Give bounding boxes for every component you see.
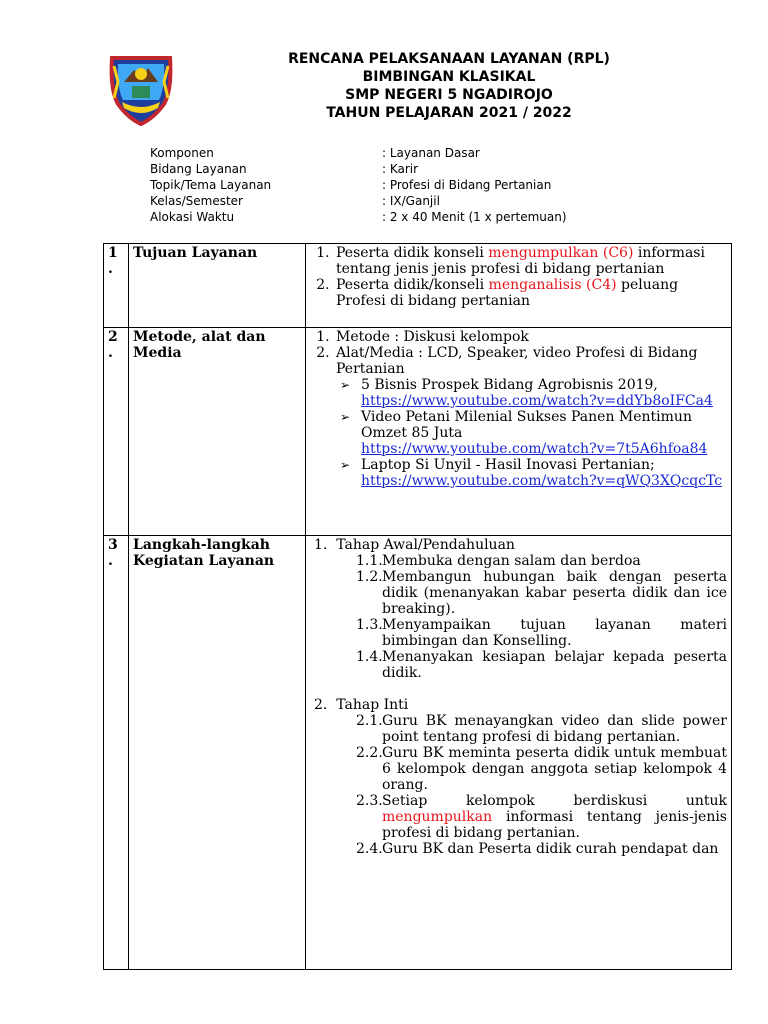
sub-step: 1.4. Menanyakan kesiapan belajar kepada peserta didik. (356, 649, 727, 681)
meta-value: : Karir (382, 162, 419, 176)
sub-step: 2.2. Guru BK meminta peserta didik untuk membuat 6 kelompok dengan anggota setiap kelompok 4 orang. (356, 745, 727, 793)
table-row-langkah (104, 536, 732, 970)
tahap-inti: 2. Tahap Inti (314, 697, 409, 713)
header-year: TAHUN PELAJARAN 2021 / 2022 (326, 105, 572, 121)
meta-value: : IX/Ganjil (382, 194, 440, 208)
meta-row (150, 177, 670, 193)
row-content (306, 328, 732, 536)
video-item: ➢ Laptop Si Unyil - Hasil Inovasi Pertanian; https://www.youtube.com/watch?v=qWQ3XQcqcTc (340, 457, 727, 489)
sub-step: 1.3. Menyampaikan tujuan layanan materi bimbingan dan Konselling. (356, 617, 727, 649)
list-item: 1. Peserta didik konseli mengumpulkan (C6) informasi tentang jenis jenis profesi di bidang pertanian (334, 245, 727, 277)
meta-key: Alokasi Waktu (150, 210, 235, 224)
meta-row (150, 161, 670, 177)
row-number: 3 . (104, 536, 129, 970)
sub-step: 1.2. Membangun hubungan baik dengan peserta didik (menanyakan kabar peserta didik dan ice breaking). (356, 569, 727, 617)
video-item: ➢ 5 Bisnis Prospek Bidang Agrobisnis 2019, https://www.youtube.com/watch?v=ddYb8oIFCa4 (340, 377, 727, 409)
list-item: 2. Alat/Media : LCD, Speaker, video Profesi di Bidang Pertanian ➢ 5 Bisnis Prospek Bidang Agrobisnis 2019, https://www.youtube.com/watch?v=ddYb8oIFCa4 ➢ Video Petani Milenial Sukses Panen Mentimun Omzet 85 Juta https://www.youtube.com/watch?v=7t5A6hfoa84 ➢ Laptop Si Unyil - Hasil Inovasi Pertanian; https://www.youtube.com/watch?v=qWQ3XQcqcTc (334, 345, 727, 489)
header-subtitle: BIMBINGAN KLASIKAL (362, 69, 536, 85)
meta-value: : Profesi di Bidang Pertanian (382, 178, 552, 192)
tujuan-list (310, 245, 727, 309)
document-header (200, 50, 698, 122)
row-content (306, 536, 732, 970)
sub-step: 2.3. Setiap kelompok berdiskusi untuk mengumpulkan informasi tentang jenis-jenis profesi di bidang pertanian. (356, 793, 727, 841)
table-row-metode (104, 328, 732, 536)
meta-row (150, 193, 670, 209)
meta-block (150, 145, 670, 225)
header-school: SMP NEGERI 5 NGADIROJO (345, 87, 553, 103)
row-number: 2 . (104, 328, 129, 536)
rpl-table (103, 243, 732, 970)
list-item: 2. Peserta didik/konseli menganalisis (C4) peluang Profesi di bidang pertanian (334, 277, 727, 309)
meta-row (150, 145, 670, 161)
row-heading: Tujuan Layanan (129, 244, 306, 328)
table-row-tujuan (104, 244, 732, 328)
sub-step: 2.4. Guru BK dan Peserta didik curah pendapat dan (356, 841, 719, 857)
video-link[interactable]: https://www.youtube.com/watch?v=ddYb8oIFCa4 (361, 393, 713, 409)
sub-step: 2.1. Guru BK menayangkan video dan slide power point tentang profesi di bidang pertanian. (356, 713, 727, 745)
row-content (306, 244, 732, 328)
video-link[interactable]: https://www.youtube.com/watch?v=qWQ3XQcqcTc (361, 473, 723, 489)
tahap-awal: 1. Tahap Awal/Pendahuluan (314, 537, 515, 553)
school-district-logo (104, 52, 178, 126)
metode-list (310, 329, 727, 489)
meta-key: Komponen (150, 146, 214, 160)
meta-key: Bidang Layanan (150, 162, 247, 176)
header-title: RENCANA PELAKSANAAN LAYANAN (RPL) (288, 51, 610, 67)
meta-row (150, 209, 670, 225)
video-item: ➢ Video Petani Milenial Sukses Panen Mentimun Omzet 85 Juta https://www.youtube.com/watch?v=7t5A6hfoa84 (340, 409, 727, 457)
list-item: 1. Metode : Diskusi kelompok (334, 329, 727, 345)
row-heading: Langkah-langkah Kegiatan Layanan (129, 536, 306, 970)
video-link[interactable]: https://www.youtube.com/watch?v=7t5A6hfoa84 (361, 441, 708, 457)
meta-key: Topik/Tema Layanan (150, 178, 272, 192)
row-number: 1 . (104, 244, 129, 328)
sub-step: 1.1. Membuka dengan salam dan berdoa (356, 553, 641, 569)
meta-key: Kelas/Semester (150, 194, 243, 208)
meta-value: : 2 x 40 Menit (1 x pertemuan) (382, 210, 567, 224)
meta-value: : Layanan Dasar (382, 146, 480, 160)
row-heading: Metode, alat dan Media (129, 328, 306, 536)
video-list (336, 377, 727, 489)
